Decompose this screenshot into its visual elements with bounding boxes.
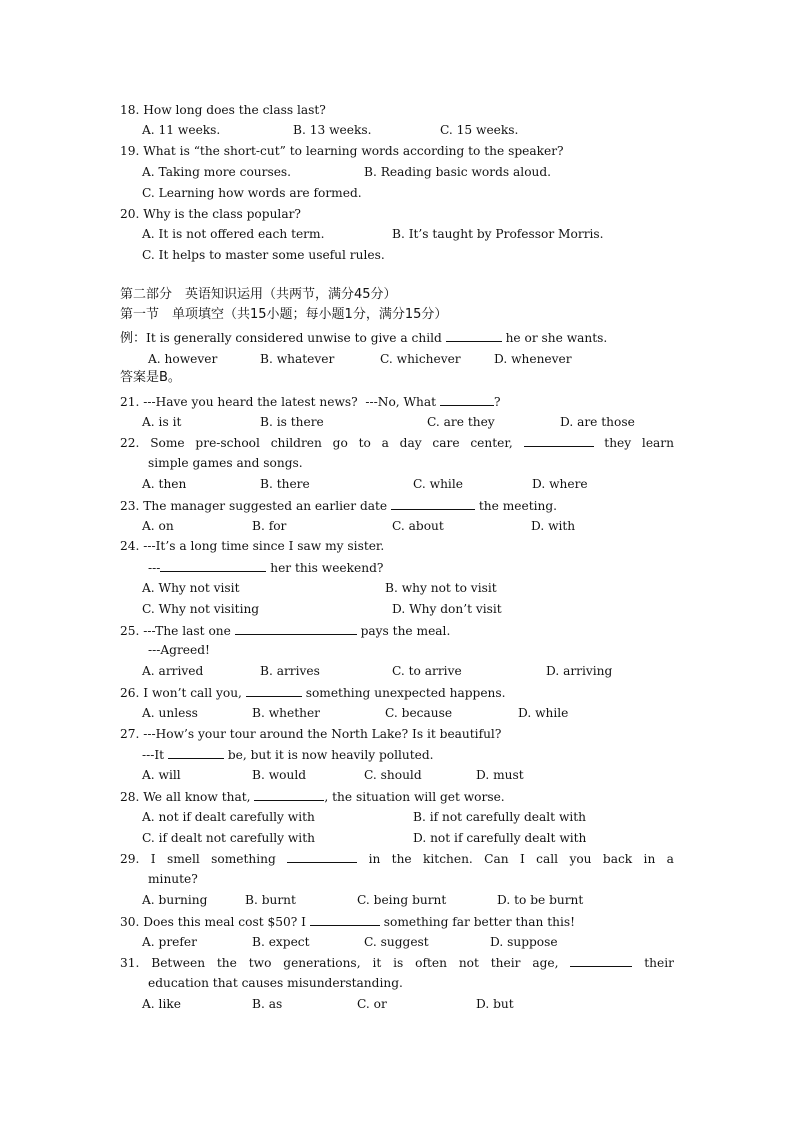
q18-stem — [120, 103, 326, 117]
question-text-after: their — [644, 956, 674, 970]
answer-blank — [246, 685, 302, 697]
q18-option-c: C. 15 weeks. — [440, 123, 519, 137]
q27-option-c: C. should — [364, 768, 422, 782]
question-text: What is “the short-cut” to learning words according to the speaker? — [143, 144, 564, 158]
q31-option-b: B. as — [252, 997, 283, 1011]
q18-option-a: A. 11 weeks. — [142, 123, 221, 137]
question-number: 29. — [120, 852, 140, 866]
example-option-b: B. whatever — [260, 352, 335, 366]
q28-option-b: B. if not carefully dealt with — [413, 810, 587, 824]
q19-option-b: B. Reading basic words aloud. — [364, 165, 552, 179]
q21-option-c: C. are they — [427, 415, 495, 429]
question-number: 19. — [120, 144, 140, 158]
q24-option-b: B. why not to visit — [385, 581, 497, 595]
part2-title: 第二部分 英语知识运用（共两节，满分45分） — [120, 287, 397, 302]
question-text-after: be, but it is now heavily polluted. — [227, 748, 434, 762]
q28-option-a: A. not if dealt carefully with — [142, 810, 315, 824]
q19-stem — [120, 144, 564, 158]
q26-option-d: D. while — [518, 706, 569, 720]
q30-option-c: C. suggest — [364, 935, 429, 949]
question-text-after: something far better than this! — [383, 915, 575, 929]
q23-option-d: D. with — [531, 519, 576, 533]
question-text-after: they learn — [604, 436, 674, 450]
question-number: 20. — [120, 207, 140, 221]
q24-stem-line2 — [148, 560, 383, 575]
answer-blank — [235, 623, 357, 635]
q27-option-b: B. would — [252, 768, 307, 782]
question-text: ---How’s your tour around the North Lake? Is it beautiful? — [143, 727, 502, 741]
answer-blank — [391, 498, 475, 510]
q22-option-a: A. then — [142, 477, 187, 491]
question-text: ---It’s a long time since I saw my sister. — [143, 539, 385, 553]
q30-option-a: A. prefer — [142, 935, 197, 949]
example-option-c: C. whichever — [380, 352, 461, 366]
question-text: Does this meal cost $50? I — [143, 915, 306, 929]
example-stem — [120, 330, 607, 346]
question-text-after: her this weekend? — [270, 561, 384, 575]
answer-blank — [446, 330, 502, 342]
q28-stem — [120, 789, 505, 804]
q21-option-a: A. is it — [142, 415, 182, 429]
question-text: We all know that, — [143, 790, 251, 804]
example-text-after: he or she wants. — [505, 331, 608, 345]
q28-option-d: D. not if carefully dealt with — [413, 831, 587, 845]
question-text-after: pays the meal. — [360, 624, 451, 638]
q21-option-d: D. are those — [560, 415, 635, 429]
q22-stem-line2: simple games and songs. — [148, 456, 303, 470]
answer-blank — [168, 747, 224, 759]
answer-blank — [160, 560, 266, 572]
q26-option-c: C. because — [385, 706, 453, 720]
answer-blank — [310, 914, 380, 926]
answer-blank — [570, 955, 632, 967]
q31-option-d: D. but — [476, 997, 514, 1011]
question-text: ---Have you heard the latest news? ---No, What — [143, 395, 437, 409]
question-text: The manager suggested an earlier date — [143, 499, 388, 513]
question-text: --- — [148, 561, 161, 575]
question-text-after: the meeting. — [478, 499, 558, 513]
question-number: 21. — [120, 395, 140, 409]
q22-option-c: C. while — [413, 477, 463, 491]
q25-stem-line2: ---Agreed! — [148, 643, 210, 657]
example-answer: 答案是B。 — [120, 370, 181, 385]
q30-stem — [120, 914, 575, 929]
q22-option-b: B. there — [260, 477, 310, 491]
q29-option-a: A. burning — [142, 893, 208, 907]
q30-option-d: D. suppose — [490, 935, 558, 949]
question-text-after: ? — [493, 395, 501, 409]
q29-option-c: C. being burnt — [357, 893, 447, 907]
question-number: 30. — [120, 915, 140, 929]
q25-option-a: A. arrived — [142, 664, 204, 678]
question-text: Some pre-school children go to a day care center, — [150, 436, 513, 450]
q21-option-b: B. is there — [260, 415, 324, 429]
q26-option-a: A. unless — [142, 706, 198, 720]
q19-option-a: A. Taking more courses. — [142, 165, 292, 179]
q25-option-b: B. arrives — [260, 664, 320, 678]
q23-option-b: B. for — [252, 519, 287, 533]
question-number: 27. — [120, 727, 140, 741]
question-number: 26. — [120, 686, 140, 700]
q20-option-a: A. It is not offered each term. — [142, 227, 325, 241]
q27-stem — [120, 727, 501, 741]
q31-option-a: A. like — [142, 997, 181, 1011]
q24-option-d: D. Why don’t visit — [392, 602, 502, 616]
q29-stem — [120, 851, 674, 866]
question-number: 28. — [120, 790, 140, 804]
question-number: 22. — [120, 436, 140, 450]
question-text: I won’t call you, — [143, 686, 242, 700]
question-number: 24. — [120, 539, 140, 553]
answer-blank — [524, 435, 594, 447]
q18-option-b: B. 13 weeks. — [293, 123, 372, 137]
question-text-after: , the situation will get worse. — [324, 790, 505, 804]
q29-option-b: B. burnt — [245, 893, 296, 907]
question-number: 25. — [120, 624, 140, 638]
q25-option-c: C. to arrive — [392, 664, 462, 678]
section1-title: 第一节 单项填空（共15小题；每小题1分，满分15分） — [120, 307, 448, 322]
q26-stem — [120, 685, 506, 700]
q31-stem-line2: education that causes misunderstanding. — [148, 976, 403, 990]
question-number: 31. — [120, 956, 140, 970]
q24-stem — [120, 539, 384, 553]
question-number: 18. — [120, 103, 140, 117]
q22-option-d: D. where — [532, 477, 588, 491]
question-text: I smell something — [150, 852, 276, 866]
q29-option-d: D. to be burnt — [497, 893, 584, 907]
question-text: ---It — [142, 748, 165, 762]
q26-option-b: B. whether — [252, 706, 320, 720]
question-text: How long does the class last? — [143, 103, 326, 117]
answer-blank — [287, 851, 357, 863]
answer-blank — [254, 789, 324, 801]
example-option-d: D. whenever — [494, 352, 572, 366]
q19-option-c: C. Learning how words are formed. — [142, 186, 362, 200]
question-text: Between the two generations, it is often not their age, — [151, 956, 559, 970]
q24-option-c: C. Why not visiting — [142, 602, 260, 616]
example-option-a: A. however — [148, 352, 218, 366]
q27-option-a: A. will — [142, 768, 181, 782]
q27-option-d: D. must — [476, 768, 524, 782]
q25-option-d: D. arriving — [546, 664, 613, 678]
question-text-after: in the kitchen. Can I call you back in a — [368, 852, 674, 866]
q28-option-c: C. if dealt not carefully with — [142, 831, 315, 845]
q20-stem — [120, 207, 301, 221]
q23-option-a: A. on — [142, 519, 174, 533]
q22-stem — [120, 435, 674, 450]
answer-blank — [440, 394, 494, 406]
q25-stem — [120, 623, 450, 638]
q24-option-a: A. Why not visit — [142, 581, 240, 595]
q21-stem — [120, 394, 501, 409]
question-text: ---The last one — [143, 624, 231, 638]
q20-option-c: C. It helps to master some useful rules. — [142, 248, 385, 262]
q31-option-c: C. or — [357, 997, 387, 1011]
q27-stem-line2 — [142, 747, 434, 762]
q23-option-c: C. about — [392, 519, 444, 533]
q31-stem — [120, 955, 674, 970]
q20-option-b: B. It’s taught by Professor Morris. — [392, 227, 604, 241]
example-text-before: It is generally considered unwise to give a child — [146, 331, 442, 345]
q29-stem-line2: minute? — [148, 872, 198, 886]
question-number: 23. — [120, 499, 140, 513]
q23-stem — [120, 498, 557, 513]
q30-option-b: B. expect — [252, 935, 310, 949]
question-text-after: something unexpected happens. — [305, 686, 506, 700]
question-text: Why is the class popular? — [143, 207, 301, 221]
example-label: 例： — [120, 331, 147, 346]
